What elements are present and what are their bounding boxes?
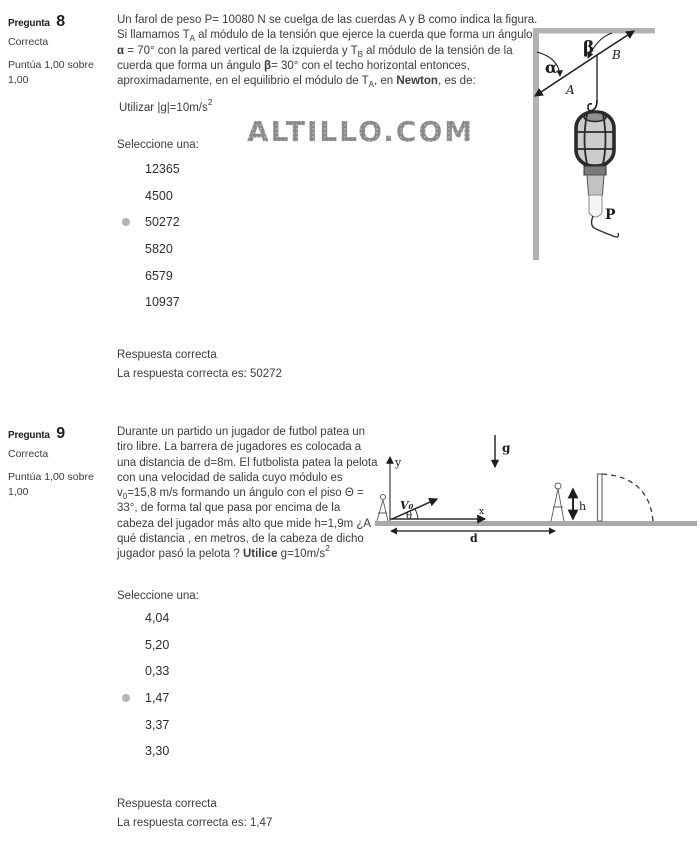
question-9-figure bbox=[375, 425, 697, 548]
feedback-answer: La respuesta correcta es: 50272 bbox=[117, 368, 282, 380]
question-state: Correcta bbox=[8, 448, 49, 460]
answer-option[interactable] bbox=[117, 156, 180, 183]
question-9-section bbox=[0, 412, 700, 844]
hook-icon bbox=[588, 100, 597, 111]
select-one-prompt: Seleccione una: bbox=[117, 590, 199, 602]
radio-icon[interactable] bbox=[122, 694, 130, 702]
answer-option[interactable] bbox=[117, 289, 180, 316]
radio-icon[interactable] bbox=[122, 192, 130, 200]
radio-icon[interactable] bbox=[122, 245, 130, 253]
wall-bar bbox=[533, 28, 539, 260]
feedback-title: Respuesta correcta bbox=[117, 349, 217, 361]
question-content bbox=[117, 425, 700, 829]
radio-icon[interactable] bbox=[122, 747, 130, 755]
y-axis-label: y bbox=[395, 456, 402, 469]
answer-option[interactable] bbox=[117, 658, 169, 685]
question-header bbox=[8, 13, 110, 31]
option-label[interactable]: 3,30 bbox=[145, 744, 170, 759]
feedback-title: Respuesta correcta bbox=[117, 798, 217, 810]
theta-label: θ bbox=[406, 511, 413, 522]
watermark: ALTILLO.COM bbox=[247, 115, 475, 148]
options-list bbox=[117, 605, 169, 765]
select-one-prompt: Seleccione una: bbox=[117, 139, 199, 151]
answer-option[interactable] bbox=[117, 183, 180, 210]
h-label: h bbox=[579, 500, 587, 513]
radio-icon[interactable] bbox=[122, 165, 130, 173]
question-info bbox=[8, 13, 110, 88]
kicker-figure bbox=[377, 494, 388, 521]
answer-option[interactable] bbox=[117, 738, 169, 765]
answer-option[interactable] bbox=[117, 632, 169, 659]
feedback-block bbox=[117, 349, 282, 380]
beta-label: β bbox=[583, 38, 595, 58]
option-label[interactable]: 6579 bbox=[145, 268, 173, 283]
radio-icon[interactable] bbox=[122, 614, 130, 622]
answer-option[interactable] bbox=[117, 262, 180, 289]
question-text: Durante un partido un jugador de futbol patea un tiro libre. La barrera de jugadores es colocada a una distancia de d=8m. El futbolista patea la pelota con una velocidad de salida cuyo módulo es $v_0=15,8$ m/s formando un ángulo con el piso Θ = 33°, de forma tal que pasa por encima de la cabeza del jugador más alto que mide h=1,9m ¿A qué distancia , en metros, de la cabeza de dicho jugador pasó la pelota ? Utilice $g=10m/s^2$ bbox=[117, 426, 378, 561]
question-number: 9 bbox=[56, 425, 66, 442]
net-arc bbox=[602, 474, 653, 521]
ground-bar bbox=[375, 521, 697, 526]
goal-post bbox=[598, 474, 603, 521]
free-kick-diagram bbox=[375, 425, 697, 543]
cord-a-label: A bbox=[566, 83, 575, 97]
radio-icon[interactable] bbox=[122, 298, 130, 306]
answer-option[interactable] bbox=[117, 236, 180, 263]
radio-icon[interactable] bbox=[122, 667, 130, 675]
lantern-diagram bbox=[533, 10, 698, 260]
option-label[interactable]: 4500 bbox=[145, 188, 173, 203]
option-label[interactable]: 5,20 bbox=[145, 637, 170, 652]
v0-label: V₀ bbox=[400, 499, 414, 512]
theta-arc bbox=[415, 509, 418, 519]
question-8-section bbox=[0, 0, 700, 412]
question-state: Correcta bbox=[8, 36, 49, 48]
g-label: g bbox=[502, 441, 511, 455]
x-axis-label: x bbox=[479, 507, 485, 517]
option-label[interactable]: 12365 bbox=[145, 162, 180, 177]
answer-option[interactable] bbox=[117, 711, 169, 738]
question-label: Pregunta bbox=[8, 430, 50, 441]
radio-icon[interactable] bbox=[122, 272, 130, 280]
option-label[interactable]: 5820 bbox=[145, 242, 173, 257]
feedback-block bbox=[117, 798, 272, 829]
v0-vector bbox=[392, 499, 437, 519]
option-label[interactable]: 10937 bbox=[145, 295, 180, 310]
radio-icon[interactable] bbox=[122, 218, 130, 226]
d-label: d bbox=[470, 532, 478, 543]
option-label[interactable]: 4,04 bbox=[145, 611, 170, 626]
weight-p-label: P bbox=[605, 207, 616, 223]
question-text: Un farol de peso P= 10080 N se cuelga de las cuerdas A y B como indica la figura. Si llamamos $T_A$ al módulo de la tensión que ejerce la cuerda que forma un ángulo α = 70° con la pared vertical de la izquierda y $T_B$ al módulo de la tensión de la cuerda que forma un ángulo β= 30° con el techo horizontal entonces, aproximadamente, en el equilibrio el módulo de $T_A$, en Newton, es de: bbox=[117, 14, 538, 90]
question-label: Pregunta bbox=[8, 18, 50, 29]
question-number: 8 bbox=[56, 13, 66, 30]
option-label[interactable]: 0,33 bbox=[145, 664, 170, 679]
gravity-note: Utilizar $|g|=10m/s^2$ bbox=[119, 97, 213, 114]
question-info bbox=[8, 425, 110, 500]
answer-option[interactable] bbox=[117, 605, 169, 632]
options-list bbox=[117, 156, 180, 316]
alpha-label: α bbox=[545, 58, 558, 77]
question-8-figure bbox=[533, 10, 698, 265]
answer-option[interactable] bbox=[117, 209, 180, 236]
question-grade: Puntúa 1,00 sobre 1,00 bbox=[8, 59, 94, 86]
radio-icon[interactable] bbox=[122, 721, 130, 729]
ceiling-bar bbox=[533, 28, 655, 34]
question-header bbox=[8, 425, 110, 443]
option-label[interactable]: 1,47 bbox=[145, 691, 170, 706]
option-label[interactable]: 3,37 bbox=[145, 717, 170, 732]
question-content bbox=[117, 13, 700, 380]
wall-player-figure bbox=[551, 483, 564, 521]
question-grade: Puntúa 1,00 sobre 1,00 bbox=[8, 471, 94, 498]
answer-option[interactable] bbox=[117, 685, 169, 712]
radio-icon[interactable] bbox=[122, 641, 130, 649]
option-label[interactable]: 50272 bbox=[145, 215, 180, 230]
feedback-answer: La respuesta correcta es: 1,47 bbox=[117, 817, 273, 829]
cord-b-label: B bbox=[612, 48, 621, 62]
